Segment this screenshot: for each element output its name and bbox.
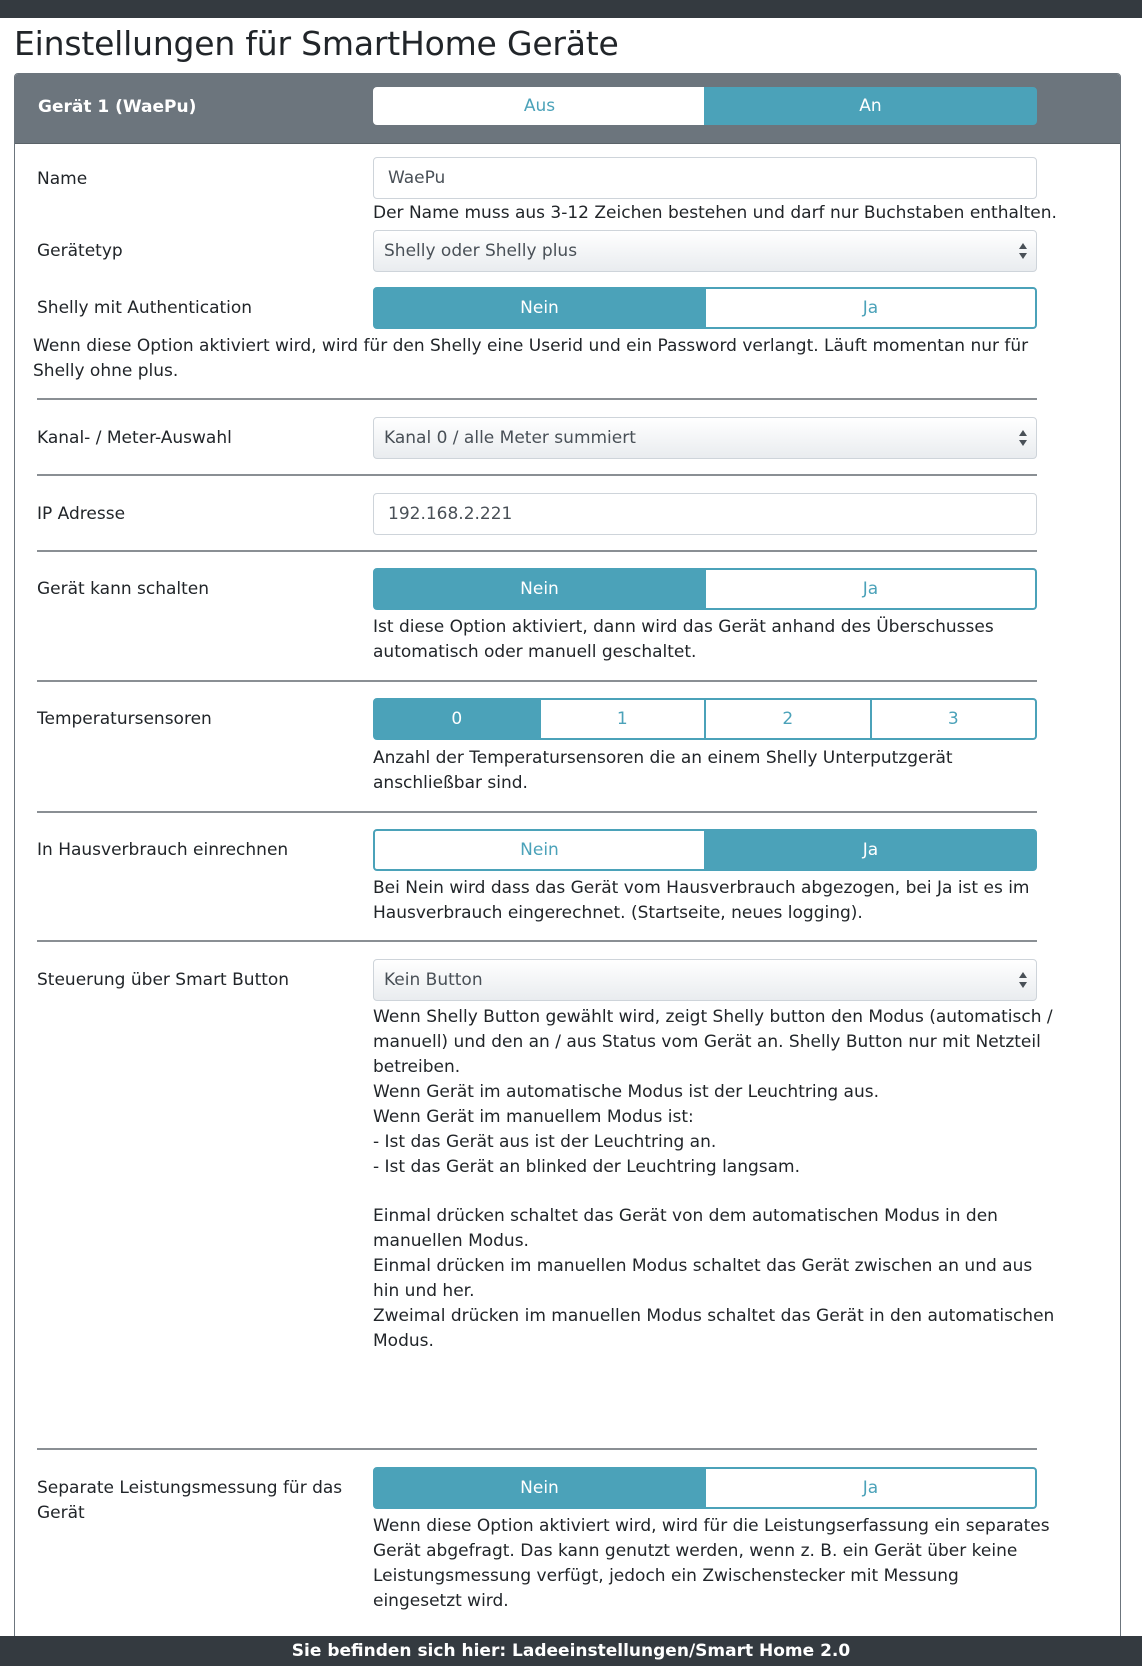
can-switch-no-button[interactable]: Nein	[373, 568, 706, 610]
name-label: Name	[37, 169, 88, 189]
channel-select[interactable]	[373, 417, 1037, 459]
device-on-button[interactable]: An	[704, 87, 1037, 125]
device-settings-card	[14, 73, 1121, 1666]
smart-button-help-line: Zweimal drücken im manuellen Modus schaltet das Gerät in den automatischen	[373, 1306, 1055, 1326]
smart-button-help-line: Einmal drücken schaltet das Gerät von dem automatischen Modus in den	[373, 1206, 998, 1226]
device-type-label: Gerätetyp	[37, 241, 123, 261]
house-consumption-no-button[interactable]: Nein	[373, 829, 706, 871]
device-type-select[interactable]	[373, 230, 1037, 272]
smart-button-help-line: hin und her.	[373, 1281, 475, 1301]
footer-breadcrumb: Sie befinden sich hier: Ladeeinstellungen/Smart Home 2.0	[0, 1636, 1142, 1666]
temp-sensors-option-2[interactable]: 2	[704, 698, 872, 740]
device-title: Gerät 1 (WaePu)	[38, 97, 197, 117]
separate-metering-help-line: eingesetzt wird.	[373, 1591, 509, 1611]
name-help-text: Der Name muss aus 3-12 Zeichen bestehen und darf nur Buchstaben enthalten.	[373, 203, 1057, 223]
smart-button-help-line: - Ist das Gerät aus ist der Leuchtring an.	[373, 1132, 717, 1152]
smart-button-help-line: Modus.	[373, 1331, 434, 1351]
can-switch-yes-button[interactable]: Ja	[704, 568, 1037, 610]
smart-button-select[interactable]	[373, 959, 1037, 1001]
separate-metering-no-button[interactable]: Nein	[373, 1467, 706, 1509]
channel-label: Kanal- / Meter-Auswahl	[37, 428, 232, 448]
select-arrows-icon	[1018, 240, 1028, 262]
can-switch-toggle	[373, 568, 1037, 610]
separate-metering-toggle	[373, 1467, 1037, 1509]
section-divider	[37, 940, 1037, 942]
house-consumption-yes-button[interactable]: Ja	[704, 829, 1037, 871]
name-input[interactable]	[373, 157, 1037, 199]
smart-button-help-line: Wenn Gerät im automatische Modus ist der Leuchtring aus.	[373, 1082, 879, 1102]
separate-metering-help-line: Leistungsmessung verfügt, jedoch ein Zwischenstecker mit Messung	[373, 1566, 959, 1586]
section-divider	[37, 550, 1037, 552]
house-consumption-toggle	[373, 829, 1037, 871]
device-card-header	[15, 74, 1121, 144]
separate-metering-help-line: Wenn diese Option aktiviert wird, wird für die Leistungserfassung ein separates	[373, 1516, 1050, 1536]
smart-button-help-line: manuell) und den an / aus Status vom Gerät an. Shelly Button nur mit Netzteil	[373, 1032, 1041, 1052]
top-navbar	[0, 0, 1142, 18]
device-off-button[interactable]: Aus	[373, 87, 706, 125]
temp-sensors-toggle	[373, 698, 1037, 740]
section-divider	[37, 1448, 1037, 1450]
temp-sensors-option-3[interactable]: 3	[870, 698, 1038, 740]
smart-button-help-line: Wenn Gerät im manuellem Modus ist:	[373, 1107, 694, 1127]
temp-sensors-option-1[interactable]: 1	[539, 698, 707, 740]
smart-button-label: Steuerung über Smart Button	[37, 970, 290, 990]
section-divider	[37, 398, 1037, 400]
shelly-auth-help-line2: Shelly ohne plus.	[33, 361, 179, 381]
separate-metering-label-line1: Separate Leistungsmessung für das	[37, 1478, 343, 1498]
temp-sensors-option-0[interactable]: 0	[373, 698, 541, 740]
smart-button-help-line: Wenn Shelly Button gewählt wird, zeigt Shelly button den Modus (automatisch /	[373, 1007, 1053, 1027]
separate-metering-help-line: Gerät abgefragt. Das kann genutzt werden, wenn z. B. ein Gerät über keine	[373, 1541, 1018, 1561]
channel-selected: Kanal 0 / alle Meter summiert	[384, 428, 636, 448]
house-consumption-help-line2: Hausverbrauch eingerechnet. (Startseite, neues logging).	[373, 903, 863, 923]
smart-button-help-line: manuellen Modus.	[373, 1231, 529, 1251]
can-switch-help-line1: Ist diese Option aktiviert, dann wird das Gerät anhand des Überschusses	[373, 617, 994, 637]
house-consumption-label: In Hausverbrauch einrechnen	[37, 840, 289, 860]
section-divider	[37, 811, 1037, 813]
select-arrows-icon	[1018, 427, 1028, 449]
smart-button-selected: Kein Button	[384, 970, 483, 990]
shelly-auth-label: Shelly mit Authentication	[37, 298, 253, 318]
house-consumption-help-line1: Bei Nein wird dass das Gerät vom Hausverbrauch abgezogen, bei Ja ist es im	[373, 878, 1030, 898]
smart-button-help-line: Einmal drücken im manuellen Modus schaltet das Gerät zwischen an und aus	[373, 1256, 1033, 1276]
temp-sensors-help-line1: Anzahl der Temperatursensoren die an einem Shelly Unterputzgerät	[373, 748, 953, 768]
shelly-auth-no-button[interactable]: Nein	[373, 287, 706, 329]
select-arrows-icon	[1018, 969, 1028, 991]
separate-metering-yes-button[interactable]: Ja	[704, 1467, 1037, 1509]
smart-button-help-line: - Ist das Gerät an blinked der Leuchtring langsam.	[373, 1157, 801, 1177]
section-divider	[37, 474, 1037, 476]
device-status-toggle	[373, 87, 1037, 125]
can-switch-label: Gerät kann schalten	[37, 579, 210, 599]
shelly-auth-toggle	[373, 287, 1037, 329]
shelly-auth-help-line1: Wenn diese Option aktiviert wird, wird für den Shelly eine Userid und ein Password verlangt. Läuft momentan nur für	[33, 336, 1029, 356]
shelly-auth-yes-button[interactable]: Ja	[704, 287, 1037, 329]
page-title: Einstellungen für SmartHome Geräte	[14, 24, 619, 63]
smart-button-help-line: betreiben.	[373, 1057, 461, 1077]
can-switch-help-line2: automatisch oder manuell geschaltet.	[373, 642, 697, 662]
temp-sensors-help-line2: anschließbar sind.	[373, 773, 528, 793]
section-divider	[37, 680, 1037, 682]
device-type-selected: Shelly oder Shelly plus	[384, 241, 578, 261]
ip-label: IP Adresse	[37, 504, 126, 524]
ip-input[interactable]	[373, 493, 1037, 535]
temp-sensors-label: Temperatursensoren	[37, 709, 212, 729]
separate-metering-label-line2: Gerät	[37, 1503, 85, 1523]
